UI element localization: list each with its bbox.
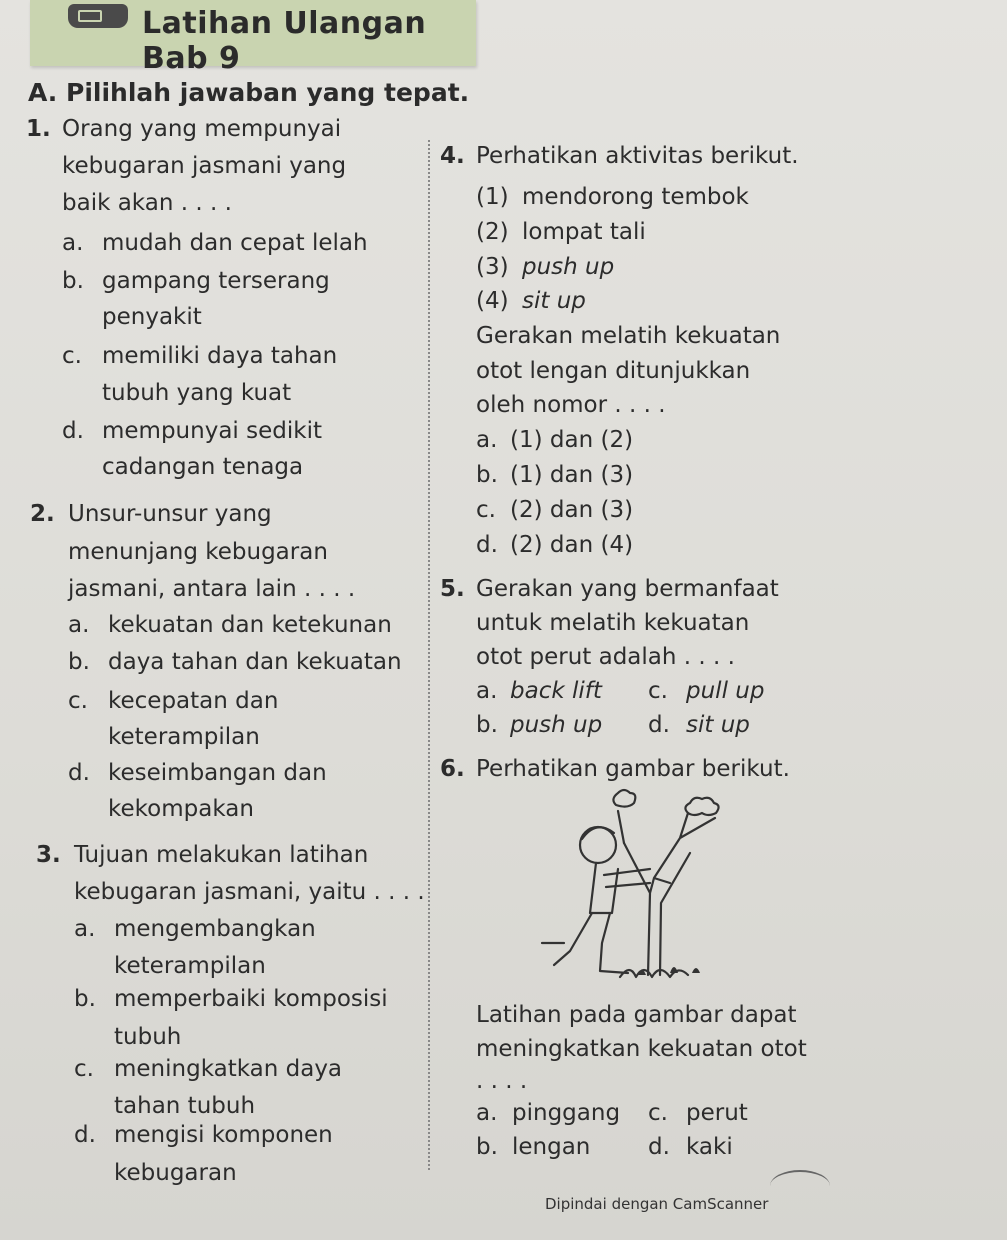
tree-pushing-illustration — [520, 783, 740, 993]
option-d: sit up — [686, 712, 750, 738]
option-a: pinggang — [512, 1100, 621, 1126]
question-text: untuk melatih kekuatan — [476, 610, 750, 636]
option-c: kecepatan dan — [108, 688, 279, 714]
question-text: jasmani, antara lain . . . . — [68, 576, 356, 602]
option-letter: b. — [476, 712, 498, 738]
option-letter: c. — [648, 1100, 668, 1126]
option-a: (1) dan (2) — [510, 427, 634, 453]
book-icon — [68, 4, 128, 28]
option-c: meningkatkan daya — [114, 1056, 343, 1082]
option-letter: a. — [476, 1100, 498, 1126]
option-letter: c. — [62, 343, 82, 369]
option-c: memiliki daya tahan — [102, 343, 338, 369]
option-letter: c. — [476, 497, 496, 523]
option-c: (2) dan (3) — [510, 497, 634, 523]
question-number: 2. — [30, 501, 55, 527]
question-text: . . . . — [476, 1068, 528, 1094]
option-letter: c. — [648, 678, 668, 704]
option-b: penyakit — [102, 304, 202, 330]
option-letter: a. — [476, 427, 498, 453]
list-item: push up — [522, 254, 615, 280]
option-letter: a. — [62, 230, 84, 256]
option-letter: d. — [68, 760, 90, 786]
option-c: keterampilan — [108, 724, 260, 750]
question-text: Unsur-unsur yang — [68, 501, 272, 527]
title-bar — [30, 0, 476, 76]
question-text: otot perut adalah . . . . — [476, 644, 735, 670]
list-item: lompat tali — [522, 219, 646, 245]
question-text: Gerakan yang bermanfaat — [476, 576, 779, 602]
option-d: (2) dan (4) — [510, 532, 634, 558]
option-b: push up — [510, 712, 603, 738]
list-item: sit up — [522, 288, 586, 314]
option-letter: d. — [648, 712, 670, 738]
option-letter: b. — [68, 649, 90, 675]
option-letter: d. — [74, 1122, 96, 1148]
option-letter: a. — [476, 678, 498, 704]
page-curl-decoration — [770, 1170, 830, 1202]
option-b: tubuh — [114, 1024, 182, 1050]
question-number: 6. — [440, 756, 465, 782]
option-b: memperbaiki komposisi — [114, 986, 388, 1012]
option-letter: c. — [74, 1056, 94, 1082]
question-text: otot lengan ditunjukkan — [476, 358, 751, 384]
question-text: kebugaran jasmani, yaitu . . . . — [74, 879, 425, 905]
question-number: 5. — [440, 576, 465, 602]
option-letter: b. — [476, 462, 498, 488]
page-title: Latihan Ulangan Bab 9 — [142, 6, 427, 76]
list-number: (3) — [476, 254, 509, 280]
option-c: tubuh yang kuat — [102, 380, 292, 406]
option-b: lengan — [512, 1134, 591, 1160]
option-a: mudah dan cepat lelah — [102, 230, 368, 256]
option-d: cadangan tenaga — [102, 454, 304, 480]
option-d: keseimbangan dan — [108, 760, 327, 786]
option-d: kebugaran — [114, 1160, 237, 1186]
option-d: mempunyai sedikit — [102, 418, 322, 444]
option-d: kaki — [686, 1134, 733, 1160]
option-d: mengisi komponen — [114, 1122, 333, 1148]
option-letter: b. — [74, 986, 96, 1012]
question-text: baik akan . . . . — [62, 190, 232, 216]
question-text: Perhatikan aktivitas berikut. — [476, 143, 799, 169]
option-b: gampang terserang — [102, 268, 330, 294]
option-letter: b. — [62, 268, 84, 294]
list-number: (4) — [476, 288, 509, 314]
column-divider — [428, 140, 430, 1170]
option-d: kekompakan — [108, 796, 254, 822]
option-c: perut — [686, 1100, 748, 1126]
option-c: tahan tubuh — [114, 1093, 256, 1119]
option-letter: b. — [476, 1134, 498, 1160]
list-number: (1) — [476, 184, 509, 210]
list-item: mendorong tembok — [522, 184, 749, 210]
option-a: keterampilan — [114, 953, 266, 979]
option-letter: d. — [62, 418, 84, 444]
question-text: meningkatkan kekuatan otot — [476, 1036, 807, 1062]
question-text: Tujuan melakukan latihan — [74, 842, 369, 868]
question-text: menunjang kebugaran — [68, 539, 328, 565]
option-letter: a. — [68, 612, 90, 638]
question-text: oleh nomor . . . . — [476, 392, 666, 418]
question-number: 1. — [26, 116, 51, 142]
question-number: 4. — [440, 143, 465, 169]
list-number: (2) — [476, 219, 509, 245]
question-text: Latihan pada gambar dapat — [476, 1002, 797, 1028]
question-text: kebugaran jasmani yang — [62, 153, 347, 179]
option-b: (1) dan (3) — [510, 462, 634, 488]
question-text: Gerakan melatih kekuatan — [476, 323, 781, 349]
option-letter: d. — [476, 532, 498, 558]
option-a: back lift — [510, 678, 602, 704]
option-letter: c. — [68, 688, 88, 714]
question-number: 3. — [36, 842, 61, 868]
scanner-watermark: Dipindai dengan CamScanner — [545, 1195, 769, 1213]
option-c: pull up — [686, 678, 765, 704]
section-heading: A. Pilihlah jawaban yang tepat. — [28, 78, 470, 107]
question-text: Perhatikan gambar berikut. — [476, 756, 790, 782]
option-letter: a. — [74, 916, 96, 942]
option-b: daya tahan dan kekuatan — [108, 649, 402, 675]
option-a: kekuatan dan ketekunan — [108, 612, 392, 638]
question-text: Orang yang mempunyai — [62, 116, 342, 142]
option-letter: d. — [648, 1134, 670, 1160]
option-a: mengembangkan — [114, 916, 316, 942]
